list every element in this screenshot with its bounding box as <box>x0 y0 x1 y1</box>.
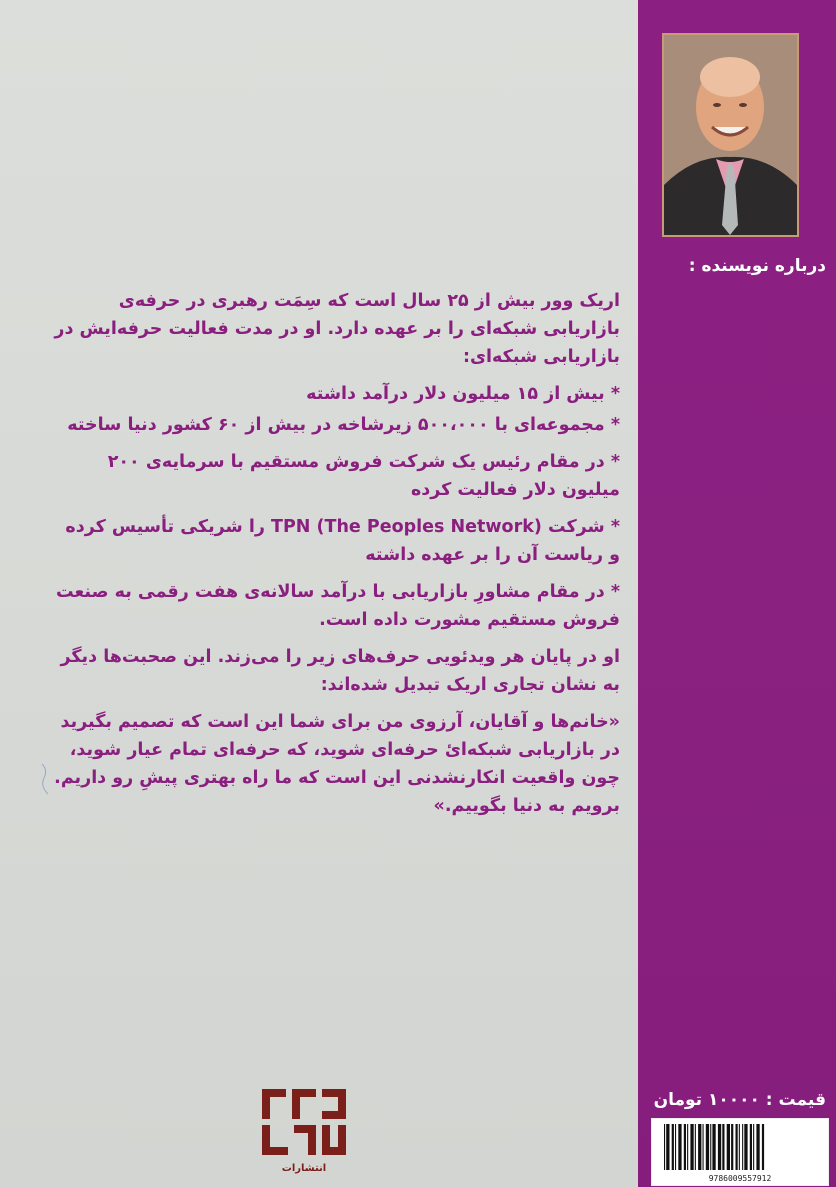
bio-signature-intro: او در پایان هر ویدئویی حرف‌های زیر را می‌زند. این صحبت‌ها دیگر به نشان تجاری اریک تبدیل شده‌اند: <box>60 647 620 695</box>
bio-bullet-consultant: * در مقام مشاورِ بازاریابی با درآمد سالانه‌ی هفت رقمی به صنعت فروش مستقیم مشورت داده است. <box>56 582 620 630</box>
author-photo <box>662 33 799 237</box>
author-bio <box>52 287 620 829</box>
about-author-label: درباره نویسنده : <box>688 256 826 276</box>
publisher-logo-icon <box>258 1085 350 1175</box>
bio-intro: اریک وور بیش از ۲۵ سال است که سِمَت رهبری در حرفه‌ی بازاریابی شبکه‌ای را بر عهده دارد. او در مدت فعالیت حرفه‌ایش در بازاریابی شبکه‌ای: <box>54 291 620 367</box>
bio-bullet-tpn: * شرکت TPN (The Peoples Network) را شریکی تأسیس کرده و ریاست آن را بر عهده داشته <box>65 517 620 565</box>
isbn-barcode <box>651 1118 829 1186</box>
barcode-bars-icon <box>660 1124 820 1170</box>
pen-mark <box>34 760 64 800</box>
bio-quote: «خانم‌ها و آقایان، آرزوی من برای شما این است که تصمیم بگیرید در بازاریابی شبکه‌ایٔ حرفه‌ای شوید، که حرفه‌ای تمام عیار شوید، چون واقعیت انکارنشدنی این است که ما راه بهتری پیشِ رو داریم. برویم به دنیا بگوییم.» <box>54 712 620 816</box>
barcode-number: 9786009557912 <box>708 1174 772 1183</box>
price-label: قیمت : ۱۰۰۰۰ تومان <box>653 1090 826 1110</box>
bio-bullet-income: * بیش از ۱۵ میلیون دلار درآمد داشته <box>306 384 620 404</box>
publisher-name: انتشارات <box>281 1163 327 1174</box>
bio-bullet-network: * مجموعه‌ای با ۵۰۰،۰۰۰ زیرشاخه در بیش از ۶۰ کشور دنیا ساخته <box>67 415 620 435</box>
bio-bullet-president: * در مقام رئیس یک شرکت فروش مستقیم با سرمایه‌ی ۲۰۰ میلیون دلار فعالیت کرده <box>107 452 620 500</box>
